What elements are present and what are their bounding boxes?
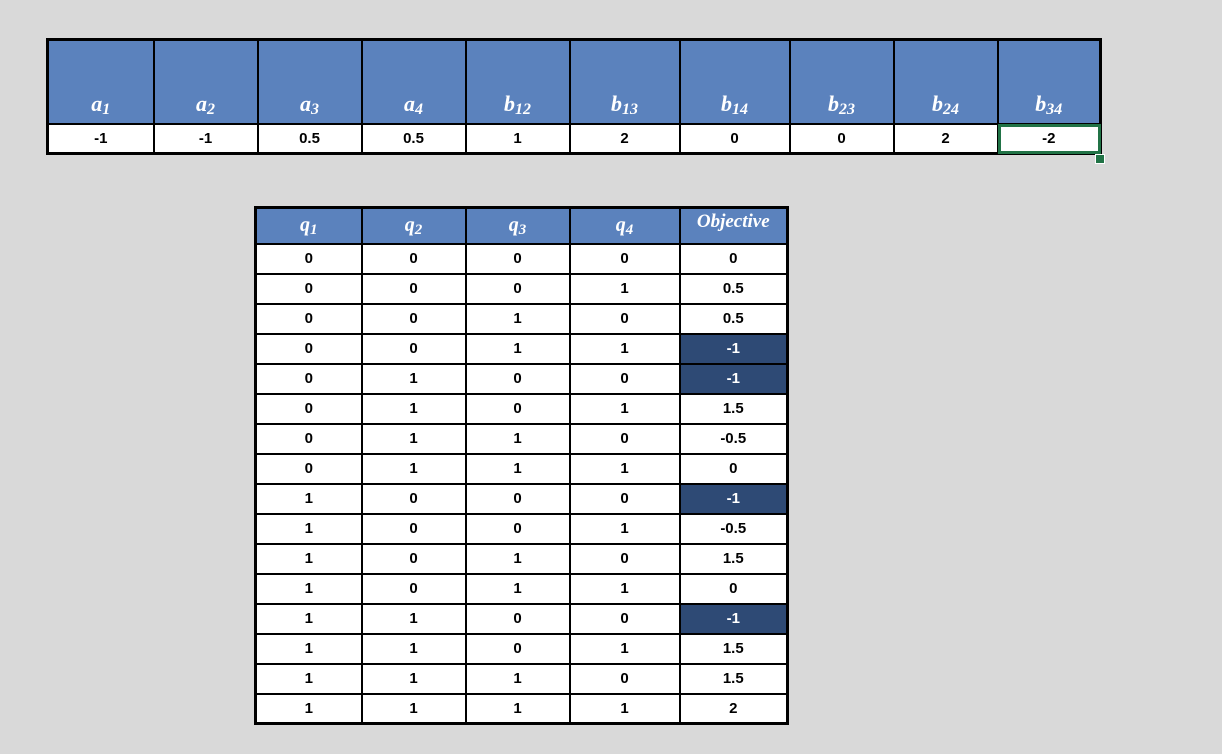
q3-cell[interactable]: 0 [466,514,570,544]
objective-cell[interactable]: -1 [680,334,788,364]
q4-cell[interactable]: 1 [570,634,680,664]
coef-cell-b24[interactable]: 2 [894,124,998,154]
q2-cell[interactable]: 0 [362,484,466,514]
coef-header-b34-base: b [1035,90,1047,116]
q4-cell[interactable]: 1 [570,334,680,364]
q3-cell[interactable]: 1 [466,574,570,604]
truth-table-body [256,244,788,724]
coef-header-b13-base: b [611,90,622,116]
q1-cell[interactable]: 0 [256,274,362,304]
coef-header-a4-base: a [404,90,415,116]
q4-cell[interactable]: 1 [570,694,680,724]
q4-cell[interactable]: 1 [570,514,680,544]
objective-cell[interactable]: -1 [680,364,788,394]
coef-header-b12-subscript: 12 [515,100,531,118]
coef-header-b14[interactable] [680,40,790,124]
q4-cell[interactable]: 0 [570,664,680,694]
objective-cell[interactable]: -0.5 [680,424,788,454]
q1-cell[interactable]: 0 [256,394,362,424]
q3-cell[interactable]: 1 [466,304,570,334]
q4-cell[interactable]: 0 [570,364,680,394]
q2-cell[interactable]: 0 [362,274,466,304]
q2-cell[interactable]: 1 [362,694,466,724]
q3-cell[interactable]: 0 [466,244,570,274]
objective-cell[interactable]: 2 [680,694,788,724]
truth-header-q2-base: q [404,214,415,237]
coef-header-b23[interactable] [790,40,894,124]
coef-header-b12-base: b [504,90,515,116]
q4-cell[interactable]: 0 [570,424,680,454]
table-row [256,484,788,514]
q1-cell[interactable]: 0 [256,304,362,334]
coef-header-b14-base: b [721,90,732,116]
q3-cell[interactable]: 1 [466,334,570,364]
truth-header-q4-subscript: 4 [625,222,634,239]
coef-header-a1[interactable] [48,40,154,124]
fill-handle[interactable] [1095,154,1105,164]
coef-cell-b13[interactable]: 2 [570,124,680,154]
q4-cell[interactable]: 0 [570,304,680,334]
q3-cell[interactable]: 0 [466,364,570,394]
q2-cell[interactable]: 0 [362,544,466,574]
coef-cell-a2[interactable]: -1 [154,124,258,154]
q4-cell[interactable]: 0 [570,544,680,574]
table-row [256,394,788,424]
q2-cell[interactable]: 0 [362,304,466,334]
coef-header-b13[interactable] [570,40,680,124]
coef-cell-b14[interactable]: 0 [680,124,790,154]
q1-cell[interactable]: 1 [256,664,362,694]
q2-cell[interactable]: 1 [362,424,466,454]
table-row [256,244,788,274]
coefficient-header-row [48,40,1101,124]
q3-cell[interactable]: 1 [466,694,570,724]
table-row [256,634,788,664]
q1-cell[interactable]: 0 [256,454,362,484]
table-row [256,514,788,544]
q4-cell[interactable]: 1 [570,454,680,484]
q1-cell[interactable]: 1 [256,604,362,634]
objective-cell[interactable]: 1.5 [680,544,788,574]
objective-cell[interactable]: 0.5 [680,274,788,304]
table-row [256,664,788,694]
q3-cell[interactable]: 1 [466,664,570,694]
coef-cell-b23[interactable]: 0 [790,124,894,154]
table-row [256,604,788,634]
objective-header[interactable]: Objective [680,208,788,244]
coef-header-a1-subscript: 1 [102,100,111,118]
objective-cell[interactable]: 1.5 [680,394,788,424]
coef-header-b24-subscript: 24 [943,100,959,118]
coef-header-b24[interactable] [894,40,998,124]
coefficient-table [46,38,1102,155]
coef-header-b23-subscript: 23 [839,100,855,118]
coefficient-value-row [48,124,1101,154]
objective-cell[interactable]: 1.5 [680,634,788,664]
q1-cell[interactable]: 1 [256,484,362,514]
truth-header-q3-base: q [508,214,519,237]
q3-cell[interactable]: 1 [466,544,570,574]
coef-header-a3-subscript: 3 [311,100,319,118]
truth-header-q2[interactable] [362,208,466,244]
coef-header-b23-base: b [828,90,839,116]
q1-cell[interactable]: 1 [256,694,362,724]
q2-cell[interactable]: 1 [362,664,466,694]
objective-cell[interactable]: -1 [680,484,788,514]
truth-header-q1-subscript: 1 [310,222,318,239]
objective-cell[interactable]: 0 [680,244,788,274]
table-row [256,334,788,364]
coef-cell-b34[interactable]: -2 [998,124,1101,154]
coef-header-a3-base: a [300,90,311,116]
truth-header-q4-base: q [615,214,626,237]
objective-cell[interactable]: 0.5 [680,304,788,334]
coef-cell-a3[interactable]: 0.5 [258,124,362,154]
truth-header-q2-subscript: 2 [414,222,423,239]
q1-cell[interactable]: 0 [256,244,362,274]
q2-cell[interactable]: 0 [362,574,466,604]
coef-header-a3[interactable] [258,40,362,124]
table-row [256,364,788,394]
q1-cell[interactable]: 1 [256,514,362,544]
q2-cell[interactable]: 0 [362,334,466,364]
truth-header-q1-base: q [300,214,310,237]
objective-cell[interactable]: 1.5 [680,664,788,694]
q3-cell[interactable]: 0 [466,604,570,634]
q2-cell[interactable]: 1 [362,364,466,394]
coef-header-a4[interactable] [362,40,466,124]
q3-cell[interactable]: 0 [466,634,570,664]
q2-cell[interactable]: 1 [362,454,466,484]
objective-cell[interactable]: 0 [680,574,788,604]
q2-cell[interactable]: 1 [362,634,466,664]
table-row [256,544,788,574]
q3-cell[interactable]: 0 [466,484,570,514]
coef-header-a2-base: a [196,90,207,116]
q4-cell[interactable]: 1 [570,394,680,424]
q3-cell[interactable]: 0 [466,274,570,304]
q1-cell[interactable]: 1 [256,634,362,664]
q3-cell[interactable]: 0 [466,394,570,424]
table-row [256,694,788,724]
objective-cell[interactable]: -1 [680,604,788,634]
q1-cell[interactable]: 0 [256,424,362,454]
q2-cell[interactable]: 1 [362,394,466,424]
coef-header-b24-base: b [932,90,943,116]
truth-header-q4[interactable] [570,208,680,244]
coef-header-a4-subscript: 4 [415,100,423,118]
truth-header-q3[interactable] [466,208,570,244]
coef-header-a1-base: a [91,90,103,116]
q2-cell[interactable]: 1 [362,604,466,634]
q4-cell[interactable]: 0 [570,244,680,274]
q3-cell[interactable]: 1 [466,454,570,484]
truth-table-header-row [256,208,788,244]
q2-cell[interactable]: 0 [362,244,466,274]
table-row [256,304,788,334]
truth-table [254,206,789,725]
objective-cell[interactable]: 0 [680,454,788,484]
coef-header-b34-subscript: 34 [1046,100,1063,118]
table-row [256,574,788,604]
coef-header-a2[interactable] [154,40,258,124]
objective-cell[interactable]: -0.5 [680,514,788,544]
coef-header-b12[interactable] [466,40,570,124]
coef-header-b13-subscript: 13 [622,100,638,118]
q1-cell[interactable]: 1 [256,574,362,604]
q1-cell[interactable]: 0 [256,364,362,394]
coef-cell-b12[interactable]: 1 [466,124,570,154]
table-row [256,274,788,304]
q1-cell[interactable]: 1 [256,544,362,574]
q3-cell[interactable]: 1 [466,424,570,454]
table-row [256,454,788,484]
q4-cell[interactable]: 0 [570,604,680,634]
q4-cell[interactable]: 1 [570,574,680,604]
truth-header-q3-subscript: 3 [518,222,527,239]
coef-cell-a1[interactable]: -1 [48,124,154,154]
coef-header-b34[interactable] [998,40,1101,124]
q1-cell[interactable]: 0 [256,334,362,364]
coef-cell-a4[interactable]: 0.5 [362,124,466,154]
q4-cell[interactable]: 1 [570,274,680,304]
table-row [256,424,788,454]
truth-header-q1[interactable] [256,208,362,244]
coef-header-a2-subscript: 2 [207,100,215,118]
coef-header-b14-subscript: 14 [732,100,748,118]
q4-cell[interactable]: 0 [570,484,680,514]
q2-cell[interactable]: 0 [362,514,466,544]
